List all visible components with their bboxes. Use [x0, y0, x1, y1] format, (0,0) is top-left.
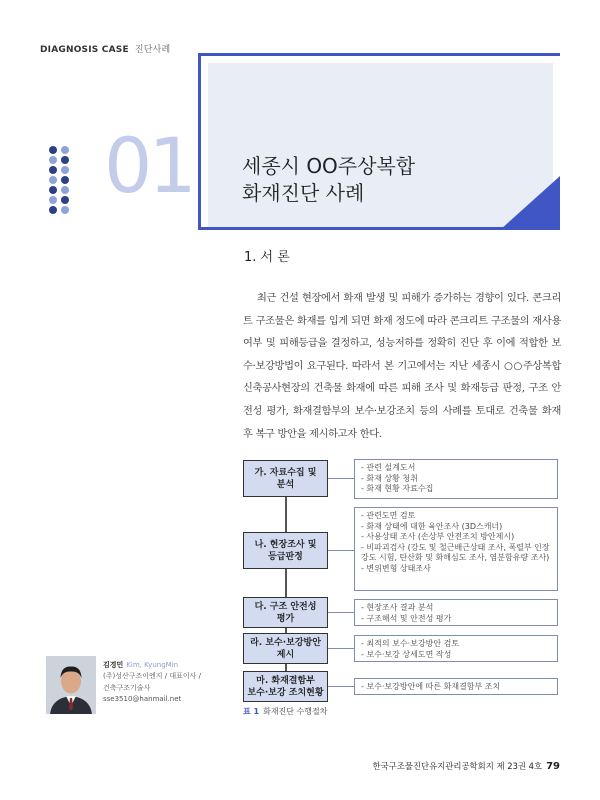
stage-5-detail-1: - 보수·보강방안에 따른 화재결함부 조치	[361, 682, 501, 691]
frame-top-line	[198, 53, 560, 56]
frame-left-line	[198, 53, 201, 230]
stage-1-line-2: 분석	[276, 479, 295, 490]
stage-5-details	[354, 678, 558, 695]
stage-4	[243, 633, 328, 664]
intro-paragraph: 최근 건설 현장에서 화재 발생 및 피해가 증가하는 경향이 있다. 콘크리트 구조물은 화재를 입게 되면 화재 정도에 따라 콘크리트 구조물의 재사용 여부 및 피해등급을 결정하고, 성능저하를 정확히 진단 후 이에 적합한 보수·보강방법이 요구된다. 따라서 본 기고에서는 지난 세종시 ○○주상복합 신축공사현장의 건축물 화재에 따른 피해 조사 및 화재등급 판정, 구조 안전성 평가, 화재결함부의 보수·보강조치 등의 사례를 토대로 건축물 화재 후 복구 방안을 제시하고자 한다.	[243, 293, 561, 440]
stage-4-detail-2: - 보수·보강 상세도면 작성	[361, 649, 452, 659]
stage-3-detail-2: - 구조해석 및 안전성 평가	[361, 613, 452, 623]
stage-2-connector	[328, 550, 354, 551]
stage-4-line-2: 제시	[276, 649, 295, 660]
stage-3-line-2: 평가	[276, 613, 295, 624]
stage-1-detail-1: - 관련 설계도서	[361, 463, 416, 472]
section-label-en: DIAGNOSIS CASE	[40, 45, 129, 55]
page-title	[242, 153, 415, 207]
page-footer	[372, 760, 560, 772]
dot-9	[49, 186, 57, 194]
page-number: 79	[546, 761, 560, 772]
stage-3-connector	[328, 612, 354, 613]
stage-5	[243, 671, 328, 702]
author-name: 김경민	[103, 661, 124, 669]
stage-1-details	[354, 459, 558, 499]
stage-2-detail-3: - 사용상태 조사 (손상부 안전조치 방안제시)	[361, 532, 515, 542]
stage-3	[243, 597, 328, 628]
title-line-1: 세종시 OO주상복합	[242, 154, 416, 178]
dot-pattern	[49, 146, 70, 214]
stage-2-detail-2: - 화재 상태에 대한 육안조사 (3D스캐너)	[361, 521, 503, 531]
dot-10	[61, 186, 69, 194]
stage-2-detail-5: - 변위변형 상태조사	[361, 563, 431, 573]
stage-2-detail-4: - 비파괴검사 (강도 및 철근배근상태 조사, 폭렬부 인장강도 시험, 탄산화 및 화해심도 조사, 염분함유량 조사)	[361, 542, 550, 563]
stage-1-line-1: 가. 자료수집 및	[254, 467, 317, 478]
case-number: 01	[104, 121, 193, 210]
stage-5-line-1: 마. 화재결함부	[256, 675, 315, 686]
dot-1	[49, 146, 57, 154]
stage-5-line-2: 보수·보강 조치현황	[247, 687, 324, 698]
dot-6	[61, 166, 69, 174]
stage-1-detail-2: - 화재 상황 청취	[361, 473, 418, 483]
author-title: 건축구조기술사	[103, 683, 151, 692]
stage-4-line-1: 라. 보수·보강방안	[250, 637, 321, 648]
dot-8	[61, 176, 69, 184]
stage-3-detail-1: - 현장조사 결과 분석	[361, 603, 434, 612]
title-line-2: 화재진단 사례	[242, 181, 365, 205]
dot-14	[61, 206, 69, 214]
stage-1-connector	[328, 478, 354, 479]
dot-11	[49, 196, 57, 204]
section-heading: 1. 서 론	[244, 250, 290, 265]
dot-3	[49, 156, 57, 164]
caption-text: 화재진단 수행절차	[263, 707, 328, 716]
dot-5	[49, 166, 57, 174]
caption-tag: 표 1	[243, 707, 260, 716]
stage-2	[243, 532, 328, 569]
stage-5-connector	[328, 686, 354, 687]
stage-2-details	[354, 507, 558, 591]
stage-2-line-2: 등급판정	[268, 551, 303, 562]
author-affiliation: (주)성산구조이엔지 / 대표이사 /	[103, 672, 201, 681]
stage-3-details	[354, 599, 558, 626]
dot-7	[49, 176, 57, 184]
stage-1	[243, 460, 328, 497]
stage-1-detail-3: - 화재 현황 자료수집	[361, 484, 434, 494]
dot-13	[49, 206, 57, 214]
author-photo	[46, 656, 96, 714]
stage-4-connector	[328, 648, 354, 649]
section-label-ko: 진단사례	[134, 45, 171, 55]
author-email: sse3510@hanmail.net	[103, 695, 182, 704]
stage-2-detail-1: - 관련도면 검토	[361, 511, 416, 520]
section-label	[40, 42, 170, 55]
author-name-en: Kim, KyungMin	[126, 661, 179, 669]
figure-caption	[243, 706, 327, 717]
stage-3-line-1: 다. 구조 안전성	[254, 601, 317, 612]
author-info	[103, 660, 201, 706]
stage-4-details	[354, 635, 558, 662]
corner-triangle	[500, 176, 560, 230]
dot-4	[61, 156, 69, 164]
stage-4-detail-1: - 최적의 보수·보강방안 검토	[361, 639, 460, 648]
author-portrait-image	[46, 656, 96, 714]
journal-name: 한국구조물진단유지관리공학회지 제 23권 4호	[372, 761, 543, 771]
stage-2-line-1: 나. 현장조사 및	[254, 539, 317, 550]
dot-2	[61, 146, 69, 154]
dot-12	[61, 196, 69, 204]
